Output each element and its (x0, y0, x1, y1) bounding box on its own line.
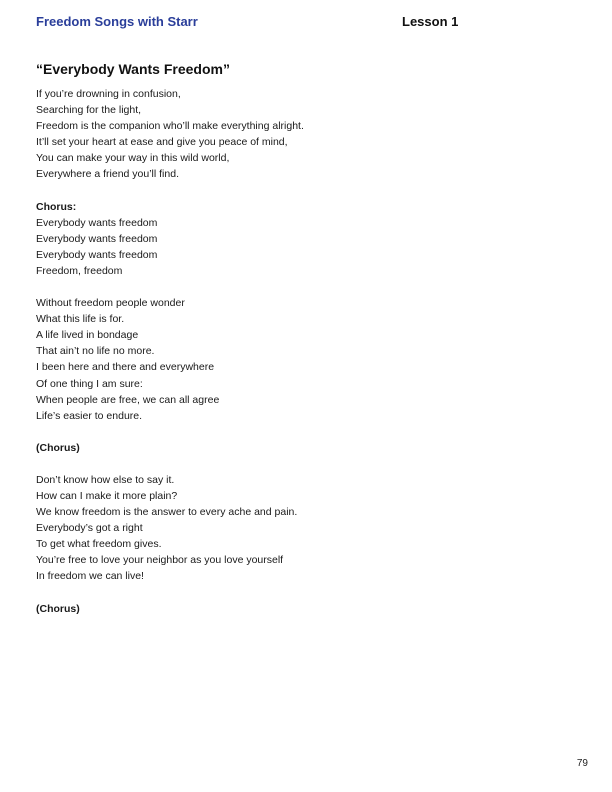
lyric-line: That ain’t no life no more. (36, 345, 155, 358)
lyric-line: Everybody wants freedom (36, 216, 158, 229)
chorus-ref-label: (Chorus) (36, 441, 80, 454)
lyric-line: You’re free to love your neighbor as you love yourself (36, 554, 284, 567)
lyric-line: A life lived in bondage (36, 329, 139, 342)
lyric-line: In freedom we can live! (36, 570, 144, 583)
song-title: “Everybody Wants Freedom” (36, 61, 230, 77)
lyric-line: Searching for the light, (36, 104, 142, 117)
lyric-line: It’ll set your heart at ease and give you peace of mind, (36, 136, 288, 149)
lyric-line: What this life is for. (36, 313, 125, 326)
lyric-line: How can I make it more plain? (36, 489, 178, 502)
lyric-line: Life’s easier to endure. (36, 409, 143, 422)
lyric-line: If you’re drowning in confusion, (36, 88, 181, 100)
verse-3 (36, 472, 576, 585)
chorus-reference (36, 440, 576, 456)
lyric-line: Everybody wants freedom (36, 232, 158, 245)
chorus-label: Chorus: (36, 200, 77, 213)
lyric-line: Don’t know how else to say it. (36, 473, 175, 486)
verse-2 (36, 295, 576, 424)
lyric-line: Everybody wants freedom (36, 248, 158, 261)
lyric-line: Without freedom people wonder (36, 297, 185, 310)
lyric-line: We know freedom is the answer to every ache and pain. (36, 506, 298, 519)
chorus (36, 199, 576, 279)
lyric-line: Everywhere a friend you’ll find. (36, 168, 179, 181)
verse-1 (36, 86, 576, 183)
lyric-line: Everybody’s got a right (36, 522, 143, 535)
lyric-line: I been here and there and everywhere (36, 361, 215, 374)
lyric-line: Freedom, freedom (36, 264, 123, 277)
chorus-ref-label: (Chorus) (36, 602, 80, 615)
page-header (36, 14, 576, 34)
lesson-label: Lesson 1 (402, 14, 459, 29)
lyric-line: You can make your way in this wild world, (36, 152, 230, 165)
song-lyrics (36, 86, 576, 633)
lyric-line: When people are free, we can all agree (36, 393, 220, 406)
series-title: Freedom Songs with Starr (36, 14, 198, 29)
page-number: 79 (576, 758, 588, 769)
chorus-reference (36, 601, 576, 617)
lyric-line: Of one thing I am sure: (36, 377, 143, 390)
lyric-line: To get what freedom gives. (36, 538, 162, 551)
lyric-line: Freedom is the companion who’ll make everything alright. (36, 120, 304, 133)
